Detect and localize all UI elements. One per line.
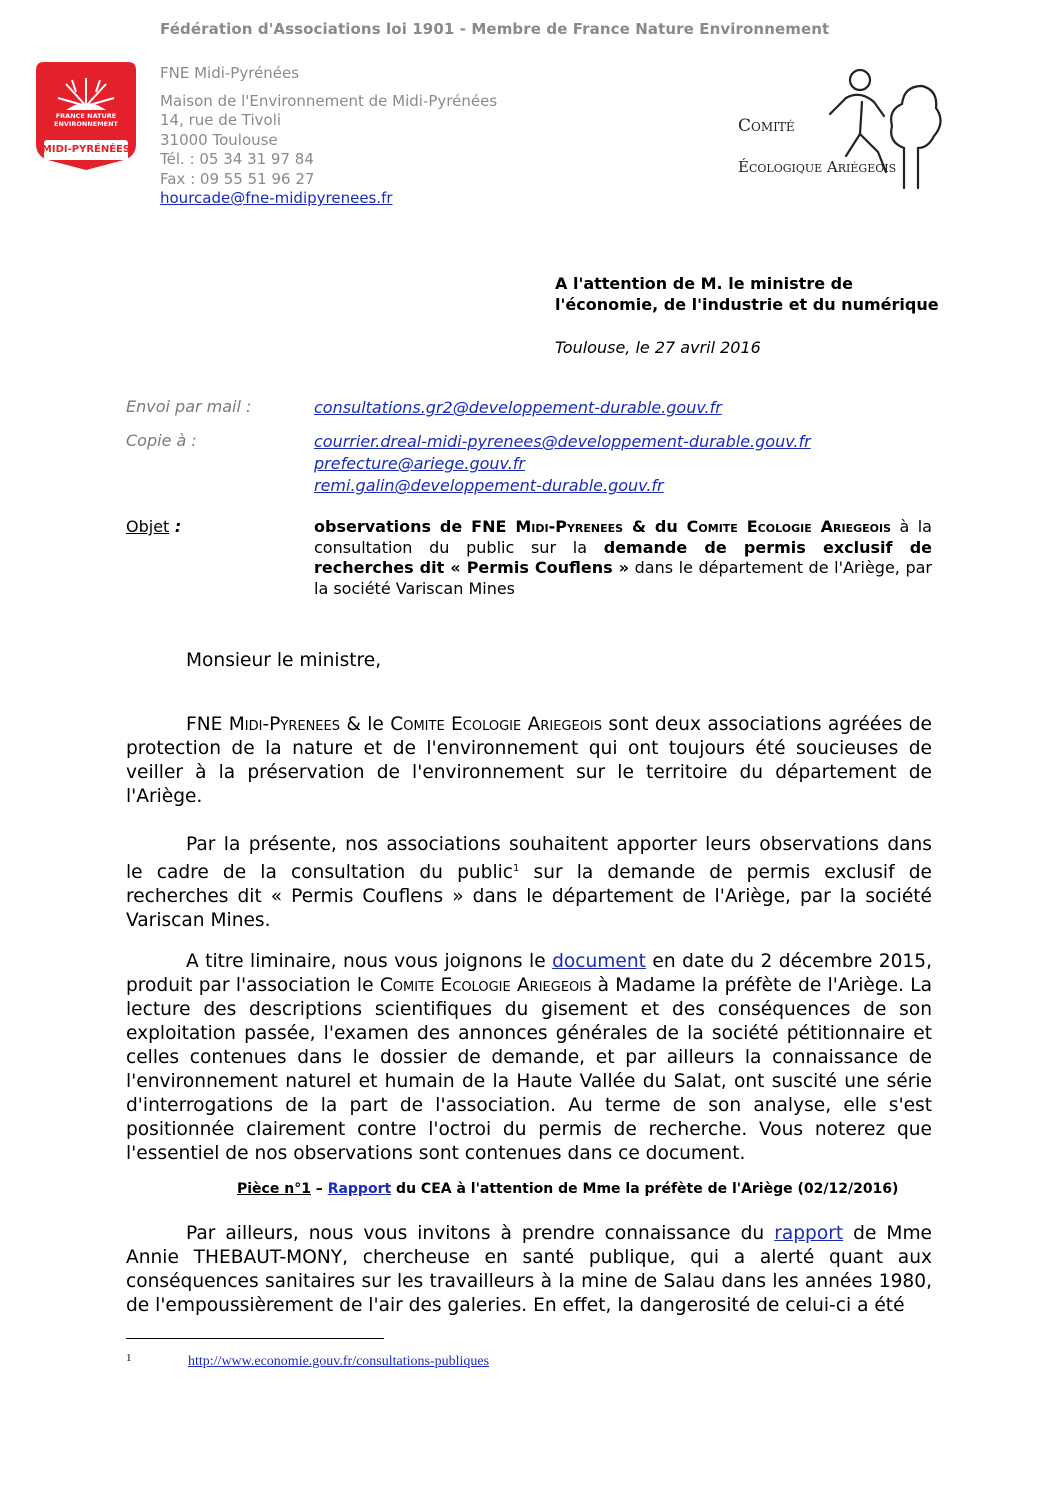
paragraph-1 — [126, 713, 932, 809]
address-line: FNE Midi-Pyrénées — [160, 64, 300, 82]
document-link[interactable]: document — [552, 951, 646, 972]
p3-part: à Madame la préfète de l'Ariège. La lecture des descriptions scientifiques du gisement et des conséquences de son exploitation passée, l'examen des annonces générales de la société pétitionnaire et celles contenues dans le dossier de demande, et par ailleurs la connaissance de l'environnement naturel et humain de la Haute Vallée du Salat, ont suscité une série d'interrogations de la part de l'association. Au terme de son analyse, elle s'est positionnée clairement contre l'octroi du permis de recherche. Vous noterez que l'essentiel de nos observations sont contenues dans ce document. — [126, 975, 932, 1164]
copie-label: Copie à : — [126, 431, 197, 450]
address-line: Tél. : 05 34 31 97 84 — [160, 150, 314, 168]
fne-logo — [36, 62, 136, 170]
sender-address — [160, 64, 497, 209]
p4-part: Par ailleurs, nous vous invitons à prendre connaissance du — [186, 1223, 775, 1244]
objet-part: Midi-Pyrenees — [515, 517, 624, 536]
objet-part: Comite Ecologie Ariegeois — [686, 517, 892, 536]
objet-colon: : — [169, 517, 182, 536]
federation-header: Fédération d'Associations loi 1901 - Membre de France Nature Environnement — [160, 20, 830, 38]
objet-part: & du — [623, 517, 687, 536]
paragraph-3 — [126, 950, 932, 1166]
rapport-link[interactable]: Rapport — [327, 1181, 392, 1197]
objet-part: à la consultation du public sur la — [314, 517, 932, 557]
rapport-thebaut-link[interactable]: rapport — [774, 1223, 844, 1244]
address-line: 14, rue de Tivoli — [160, 111, 282, 129]
footnote-number: 1 — [126, 1352, 132, 1364]
p1-part: sont deux associations agréées de protection de la nature et de l'environnement qui ont toujours été soucieuses de veiller à la préservation de l'environnement sur le territoire du département de l'Ariège. — [126, 714, 932, 807]
p1-part: FNE — [186, 714, 229, 735]
fne-logo-line1: FRANCE NATURE — [55, 112, 117, 120]
p1-part: & le — [339, 714, 391, 735]
p3-part: A titre liminaire, nous vous joignons le — [186, 951, 553, 972]
p2-part: sur la demande de permis exclusif de recherches dit « Permis Couflens » dans le département de l'Ariège, par la société Variscan Mines. — [126, 862, 932, 932]
copie-email-link[interactable]: remi.galin@developpement-durable.gouv.fr — [314, 476, 664, 495]
sender-email-link[interactable]: hourcade@fne-midipyrenees.fr — [160, 189, 393, 207]
footnote-rule — [126, 1338, 384, 1339]
piece-rest: du CEA à l'attention de Mme la préfète de l'Ariège (02/12/2016) — [391, 1181, 899, 1197]
p3-part: Comite Ecologie Ariegeois — [379, 975, 592, 996]
copie-email-link[interactable]: prefecture@ariege.gouv.fr — [314, 454, 525, 473]
cea-logo — [728, 52, 946, 190]
cea-logo-line2: Écologique Ariégeois — [738, 158, 897, 176]
envoi-label: Envoi par mail : — [126, 397, 252, 416]
p3-part: en date du 2 décembre 2015, produit par l'association le — [126, 951, 932, 996]
address-line: 31000 Toulouse — [160, 130, 278, 149]
cea-logo-line1: Comité — [738, 116, 795, 136]
recipient-block — [555, 273, 939, 315]
piece-dash: – — [310, 1181, 328, 1197]
address-line: Fax : 09 55 51 96 27 — [160, 169, 315, 188]
objet-text — [314, 517, 932, 599]
recipient-line1: A l'attention de M. le ministre de — [555, 274, 853, 293]
letter-date: Toulouse, le 27 avril 2016 — [555, 338, 761, 357]
envoi-email-link[interactable]: consultations.gr2@developpement-durable.gouv.fr — [314, 398, 722, 417]
p2-part: Par la présente, nos associations souhaitent apporter leurs observations dans le cadre de la consultation du public — [126, 834, 932, 884]
footnote-url-link[interactable]: http://www.economie.gouv.fr/consultations-publiques — [188, 1354, 490, 1369]
copie-email-link[interactable]: courrier.dreal-midi-pyrenees@developpement-durable.gouv.fr — [314, 432, 811, 451]
p1-part: Comite Ecologie Ariegeois — [390, 714, 603, 735]
objet-label: Objet — [126, 517, 170, 536]
p1-part: Midi-Pyrenees — [228, 714, 340, 735]
piece-label: Pièce n°1 — [237, 1181, 311, 1197]
recipient-line2: l'économie, de l'industrie et du numérique — [555, 295, 939, 314]
objet-part: demande de permis exclusif de recherches dit « Permis Couflens » — [314, 537, 933, 577]
objet-part: observations de FNE — [314, 517, 516, 536]
objet-label-block — [126, 517, 181, 536]
piece-caption — [237, 1181, 898, 1197]
paragraph-2 — [126, 833, 932, 933]
fne-logo-region: MIDI-PYRÉNÉES — [41, 144, 131, 155]
fne-logo-line2: ENVIRONNEMENT — [54, 120, 118, 128]
p4-part: de Mme Annie THEBAUT-MONY, chercheuse en santé publique, qui a alerté quant aux conséquences sanitaires sur les travailleurs à la mine de Salau dans les années 1980, de l'empoussièrement de l'air des galeries. En effet, la dangerosité de celui-ci a été — [126, 1223, 932, 1316]
footnote-ref: 1 — [513, 863, 520, 874]
address-line: Maison de l'Environnement de Midi-Pyrénées — [160, 91, 498, 110]
paragraph-4 — [126, 1222, 932, 1318]
salutation: Monsieur le ministre, — [186, 650, 382, 671]
footnote — [126, 1352, 490, 1369]
objet-part: dans le département de l'Ariège, par la société Variscan Mines — [314, 558, 932, 598]
